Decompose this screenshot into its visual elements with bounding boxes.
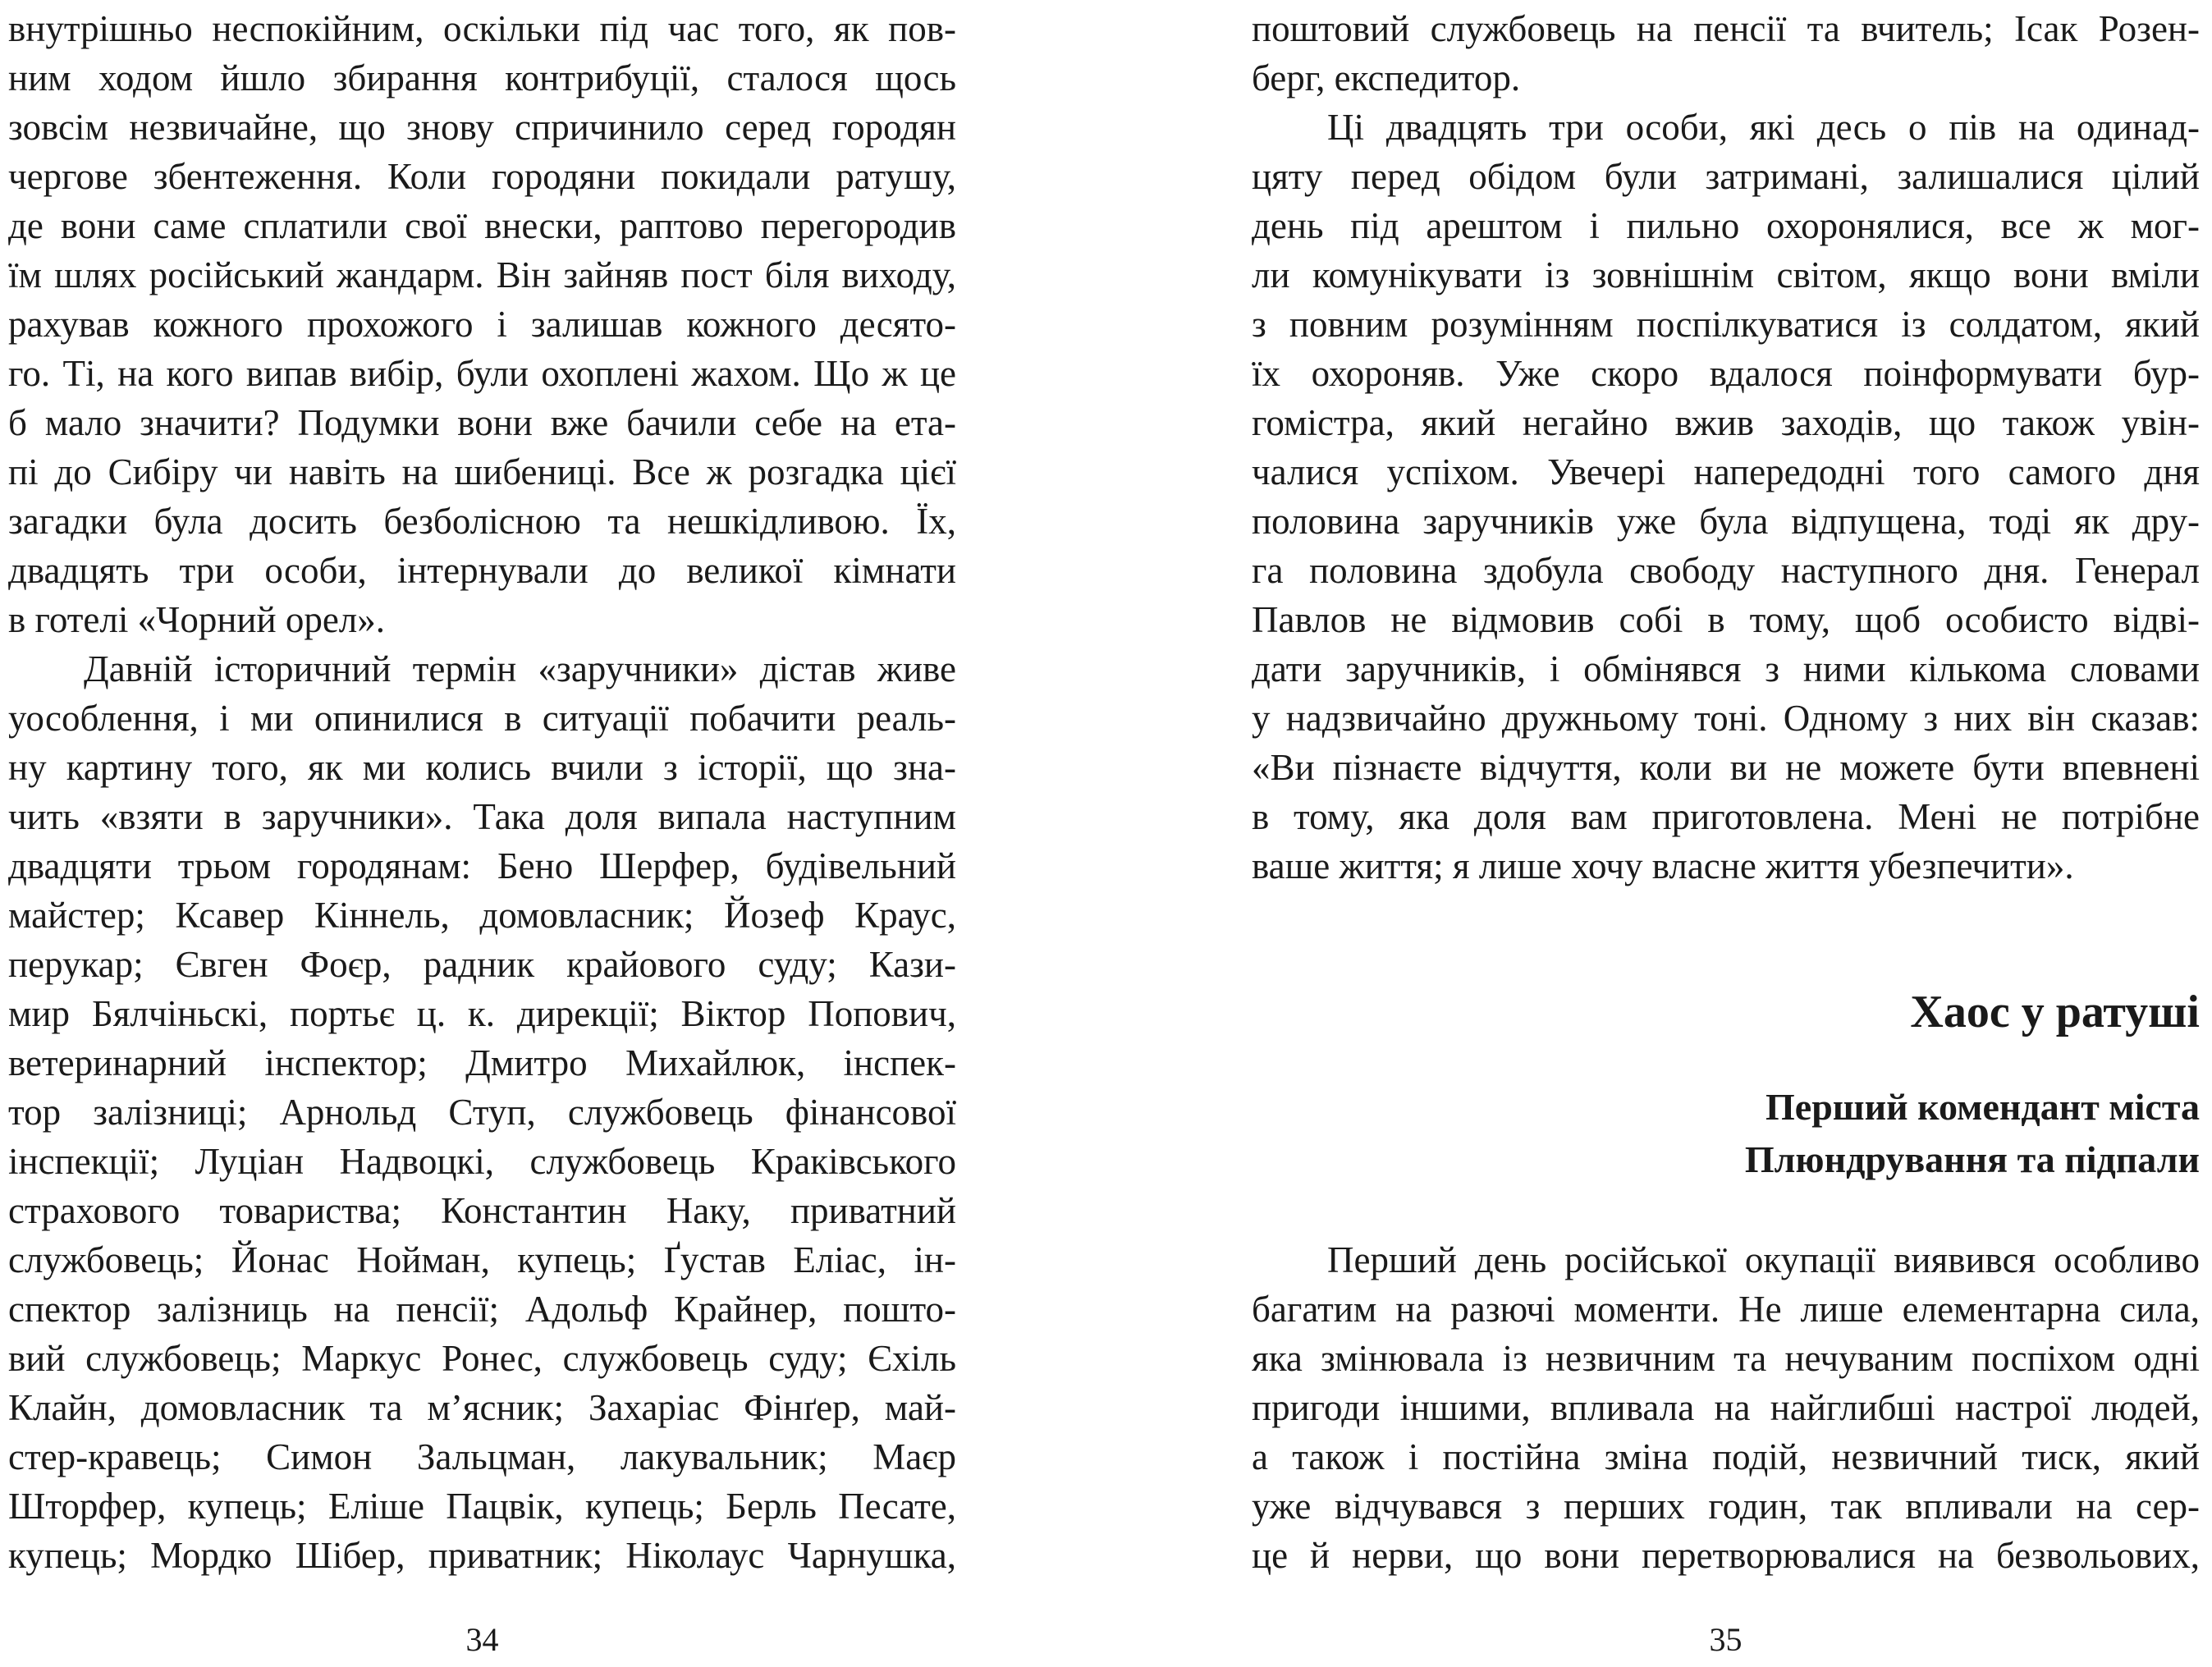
text-line: пригоди іншими, впливала на найглибші настрої людей, bbox=[1252, 1387, 2200, 1428]
text-line: берг, експедитор. bbox=[1252, 57, 1521, 98]
text-line: де вони саме сплатили свої внески, раптово перегородив bbox=[8, 205, 956, 246]
text-line: го. Ті, на кого випав вибір, були охоплені жахом. Що ж це bbox=[8, 353, 956, 394]
text-line: службовець; Йонас Нойман, купець; Ґустав Еліас, ін- bbox=[8, 1239, 956, 1280]
text-line: двадцять три особи, інтернували до великої кімнати bbox=[8, 550, 956, 591]
paragraph-start-line: Перший день російської окупації виявився особливо bbox=[1327, 1239, 2200, 1280]
text-line: інспекції; Луціан Надвоцкі, службовець Краківського bbox=[8, 1141, 956, 1182]
text-line: цяту перед обідом були затримані, залишалися цілий bbox=[1252, 156, 2200, 197]
chapter-title: Хаос у ратуші bbox=[1910, 987, 2200, 1037]
text-line: ну картину того, як ми колись вчили з історії, що зна- bbox=[8, 747, 956, 788]
text-line: рахував кожного прохожого і залишав кожного десято- bbox=[8, 304, 956, 345]
text-line: чергове збентеження. Коли городяни покидали ратушу, bbox=[8, 156, 956, 197]
text-line: їх охороняв. Уже скоро вдалося поінформувати бур- bbox=[1252, 353, 2200, 394]
text-line: в готелі «Чорний орел». bbox=[8, 599, 386, 640]
text-line: чалися успіхом. Увечері напередодні того самого дня bbox=[1252, 451, 2200, 492]
text-line: Шторфер, купець; Еліше Пацвік, купець; Берль Песате, bbox=[8, 1486, 956, 1527]
text-line: поштовий службовець на пенсії та вчитель; Ісак Розен- bbox=[1252, 8, 2200, 49]
page-number: 35 bbox=[1709, 1621, 1743, 1658]
paragraph-start-line: Давній історичний термін «заручники» дістав живе bbox=[84, 648, 956, 689]
page-number: 34 bbox=[465, 1621, 499, 1658]
text-line: ваше життя; я лише хочу власне життя убезпечити». bbox=[1252, 845, 2074, 886]
text-line: вий службовець; Маркус Ронес, службовець суду; Єхіль bbox=[8, 1338, 956, 1379]
text-line: мир Бялчіньскі, портьє ц. к. дирекції; Віктор Попович, bbox=[8, 993, 956, 1034]
text-line: спектор залізниць на пенсії; Адольф Крайнер, пошто- bbox=[8, 1289, 956, 1330]
text-line: майстер; Ксавер Кіннель, домовласник; Йозеф Краус, bbox=[8, 895, 956, 936]
chapter-subtitle: Перший комендант міста bbox=[1765, 1086, 2200, 1128]
text-line: а також і постійна зміна подій, незвичний тиск, який bbox=[1252, 1436, 2200, 1477]
text-line: двадцяти трьом городянам: Бено Шерфер, будівельний bbox=[8, 845, 956, 886]
chapter-subtitle: Плюндрування та підпали bbox=[1744, 1138, 2200, 1180]
left-page bbox=[8, 0, 956, 1667]
text-line: б мало значити? Подумки вони вже бачили себе на ета- bbox=[8, 402, 956, 443]
text-line: дати заручників, і обмінявся з ними кількома словами bbox=[1252, 648, 2200, 689]
text-line: з повним розумінням поспілкуватися із солдатом, який bbox=[1252, 304, 2200, 345]
text-line: уособлення, і ми опинилися в ситуації побачити реаль- bbox=[8, 698, 956, 739]
text-line: купець; Мордко Шібер, приватник; Ніколаус Чарнушка, bbox=[8, 1535, 956, 1576]
text-line: день під арештом і пильно охоронялися, все ж мог- bbox=[1252, 205, 2200, 246]
text-line: загадки була досить безболісною та нешкідливою. Їх, bbox=[8, 501, 956, 542]
text-line: уже відчувався з перших годин, так впливали на сер- bbox=[1252, 1486, 2200, 1527]
text-line: половина заручників уже була відпущена, тоді як дру- bbox=[1252, 501, 2200, 542]
text-line: «Ви пізнаєте відчуття, коли ви не можете бути впевнені bbox=[1252, 747, 2200, 788]
text-line: пі до Сибіру чи навіть на шибениці. Все ж розгадка цієї bbox=[8, 451, 956, 492]
text-line: в тому, яка доля вам приготовлена. Мені не потрібне bbox=[1252, 796, 2200, 837]
text-line: це й нерви, що вони перетворювалися на безвольових, bbox=[1252, 1535, 2200, 1576]
text-line: Павлов не відмовив собі в тому, щоб особисто відві- bbox=[1252, 599, 2200, 640]
text-line: гомістра, який негайно вжив заходів, що також увін- bbox=[1252, 402, 2200, 443]
paragraph-start-line: Ці двадцять три особи, які десь о пів на одинад- bbox=[1327, 107, 2200, 148]
text-line: зовсім незвичайне, що знову спричинило серед городян bbox=[8, 107, 956, 148]
text-line: чить «взяти в заручники». Така доля випала наступним bbox=[8, 796, 956, 837]
text-line: ним ходом йшло збирання контрибуції, сталося щось bbox=[8, 57, 956, 98]
text-line: га половина здобула свободу наступного дня. Генерал bbox=[1252, 550, 2200, 591]
text-line: багатим на разючі моменти. Не лише елементарна сила, bbox=[1252, 1289, 2200, 1330]
text-line: ветеринарний інспектор; Дмитро Михайлюк, інспек- bbox=[8, 1042, 956, 1083]
text-line: перукар; Євген Фоєр, радник крайового суду; Кази- bbox=[8, 944, 956, 985]
text-line: яка змінювала із незвичним та нечуваним поспіхом одні bbox=[1252, 1338, 2200, 1379]
text-line: внутрішньо неспокійним, оскільки під час того, як пов- bbox=[8, 8, 956, 49]
text-line: у надзвичайно дружньому тоні. Одному з них він сказав: bbox=[1252, 698, 2200, 739]
right-page bbox=[1252, 0, 2200, 1667]
text-line: Клайн, домовласник та м’ясник; Захаріас Фінґер, май- bbox=[8, 1387, 956, 1428]
text-line: стер-кравець; Симон Зальцман, лакувальник; Маєр bbox=[8, 1436, 956, 1477]
text-line: страхового товариства; Константин Наку, приватний bbox=[8, 1190, 956, 1231]
text-line: тор залізниці; Арнольд Ступ, службовець фінансової bbox=[8, 1092, 956, 1133]
text-line: ли комунікувати із зовнішнім світом, якщо вони вміли bbox=[1252, 254, 2200, 295]
text-line: їм шлях російський жандарм. Він зайняв пост біля виходу, bbox=[8, 254, 956, 295]
